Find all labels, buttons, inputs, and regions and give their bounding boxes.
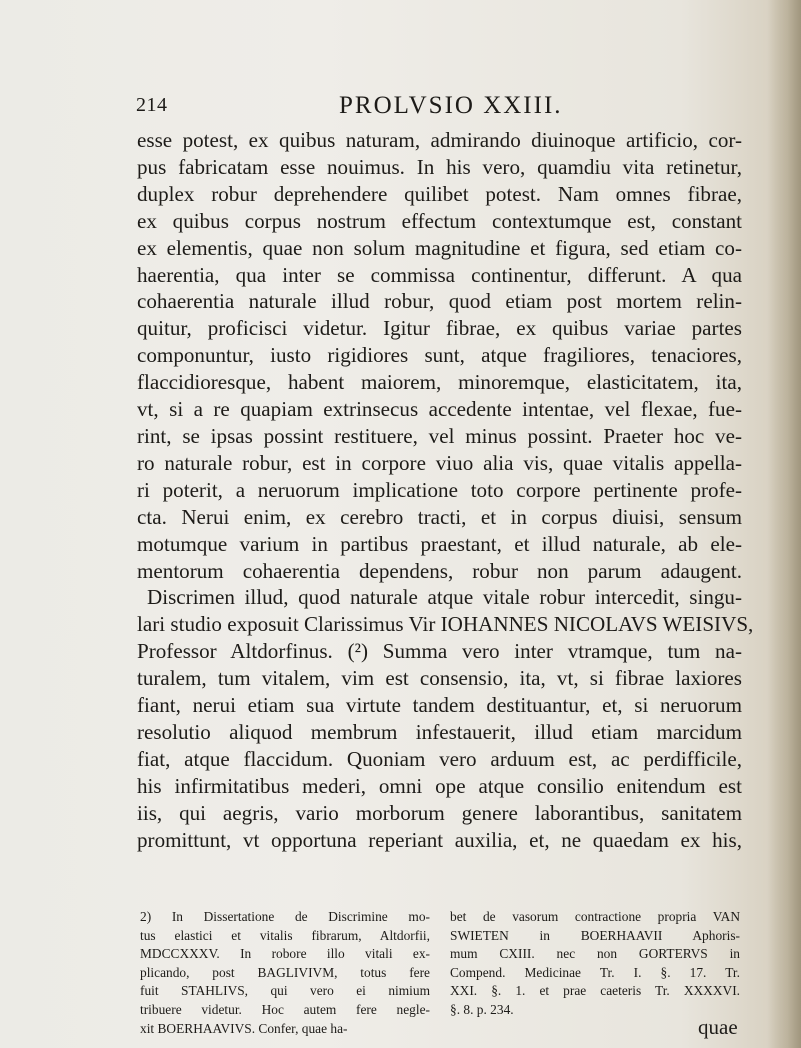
page-number: 214 (136, 94, 168, 116)
text-line: fiant, nerui etiam sua virtute tandem destituantur, et, si neruorum (137, 693, 742, 718)
footnote-line: §. 8. p. 234. (450, 1001, 514, 1017)
footnote-line: bet de vasorum contractione propria VAN (450, 909, 740, 924)
footnote-line: Compend. Medicinae Tr. I. §. 17. Tr. (450, 964, 740, 980)
footnote-line: xit BOERHAAVIVS. Confer, quae ha- (140, 1020, 348, 1036)
text-line: iis, qui aegris, vario morborum genere laborantibus, sanitatem (137, 800, 742, 825)
text-line: Professor Altdorfinus. (²) Summa vero inter vtramque, tum na- (137, 639, 742, 664)
text-line: turalem, tum vitalem, vim est consensio, ita, vt, si fibrae laxiores (137, 666, 742, 691)
text-line: fiat, atque flaccidum. Quoniam vero arduum est, ac perdifficile, (137, 746, 742, 771)
text-line: haerentia, qua inter se commissa continentur, differunt. A qua (137, 262, 742, 287)
text-line: Discrimen illud, quod naturale atque vitale robur intercedit, singu- (147, 585, 742, 610)
text-line: resolutio aliquod membrum infestauerit, illud etiam marcidum (137, 719, 742, 744)
text-line: lari studio exposuit Clarissimus Vir IOHANNES NICOLAVS WEISIVS, (137, 612, 754, 637)
text-line: quitur, proficisci videtur. Igitur fibrae, ex quibus variae partes (137, 316, 742, 341)
footnote-line: 2) In Dissertatione de Discrimine mo- (140, 909, 430, 924)
text-line: ex quibus corpus nostrum effectum contextumque est, constant (137, 208, 742, 233)
text-line: esse potest, ex quibus naturam, admirando diuinoque artificio, cor- (137, 128, 742, 152)
page-edge-stain (767, 0, 801, 1048)
footnote-line: tribuere videtur. Hoc autem fere negle- (140, 1001, 430, 1017)
text-line: pus fabricatam esse nouimus. In his vero, quamdiu vita retinetur, (137, 154, 742, 179)
footnote-line: fuit STAHLIVS, qui vero ei nimium (140, 983, 430, 999)
text-line: rint, se ipsas possint restituere, vel minus possint. Praeter hoc ve- (137, 423, 742, 448)
text-line: vt, si a re quapiam extrinsecus accedente intentae, vel flexae, fue- (137, 397, 742, 422)
text-line: promittunt, vt opportuna reperiant auxilia, et, ne quaedam ex his, (137, 827, 742, 852)
text-line: duplex robur deprehendere quilibet potest. Nam omnes fibrae, (137, 181, 742, 206)
main-text-block (137, 127, 754, 853)
footnote-line: tus elastici et vitalis fibrarum, Altdorfii, (140, 927, 430, 943)
catchword: quae (698, 1015, 738, 1039)
text-line: componuntur, iusto rigidiores sunt, atque fragiliores, tenaciores, (137, 343, 742, 368)
text-line: cta. Nerui enim, ex cerebro tracti, et in corpus diuisi, sensum (137, 504, 742, 529)
running-head: PROLVSIO XXIII. (339, 92, 563, 119)
text-line: ri poterit, a neruorum implicatione toto corpore pertinente profe- (137, 477, 742, 502)
page-header (136, 92, 736, 122)
footnote-line: SWIETEN in BOERHAAVII Aphoris- (450, 927, 740, 943)
text-line: ex elementis, quae non solum magnitudine et figura, sed etiam co- (137, 235, 742, 260)
text-line: mentorum cohaerentia dependens, robur non parum adaugent. (137, 558, 742, 583)
text-line: his infirmitatibus mederi, omni ope atque consilio enitendum est (137, 773, 742, 798)
footnote-column-left (140, 908, 430, 1038)
footnotes (140, 908, 742, 1036)
text-line: flaccidioresque, habent maiorem, minoremque, elasticitatem, ita, (137, 370, 742, 395)
footnote-line: MDCCXXXV. In robore illo vitali ex- (140, 946, 430, 962)
footnote-line: mum CXIII. nec non GORTERVS in (450, 946, 740, 962)
footnote-line: plicando, post BAGLIVIVM, totus fere (140, 964, 430, 980)
footnote-line: XXI. §. 1. et prae caeteris Tr. XXXXVI. (450, 983, 740, 999)
text-line: ro naturale robur, est in corpore viuo alia vis, quae vitalis appella- (137, 450, 742, 475)
text-line: motumque varium in partibus praestant, et illud naturale, ab ele- (137, 531, 742, 556)
text-line: cohaerentia naturale illud robur, quod etiam post mortem relin- (137, 289, 742, 314)
footnote-column-right (450, 908, 740, 1020)
